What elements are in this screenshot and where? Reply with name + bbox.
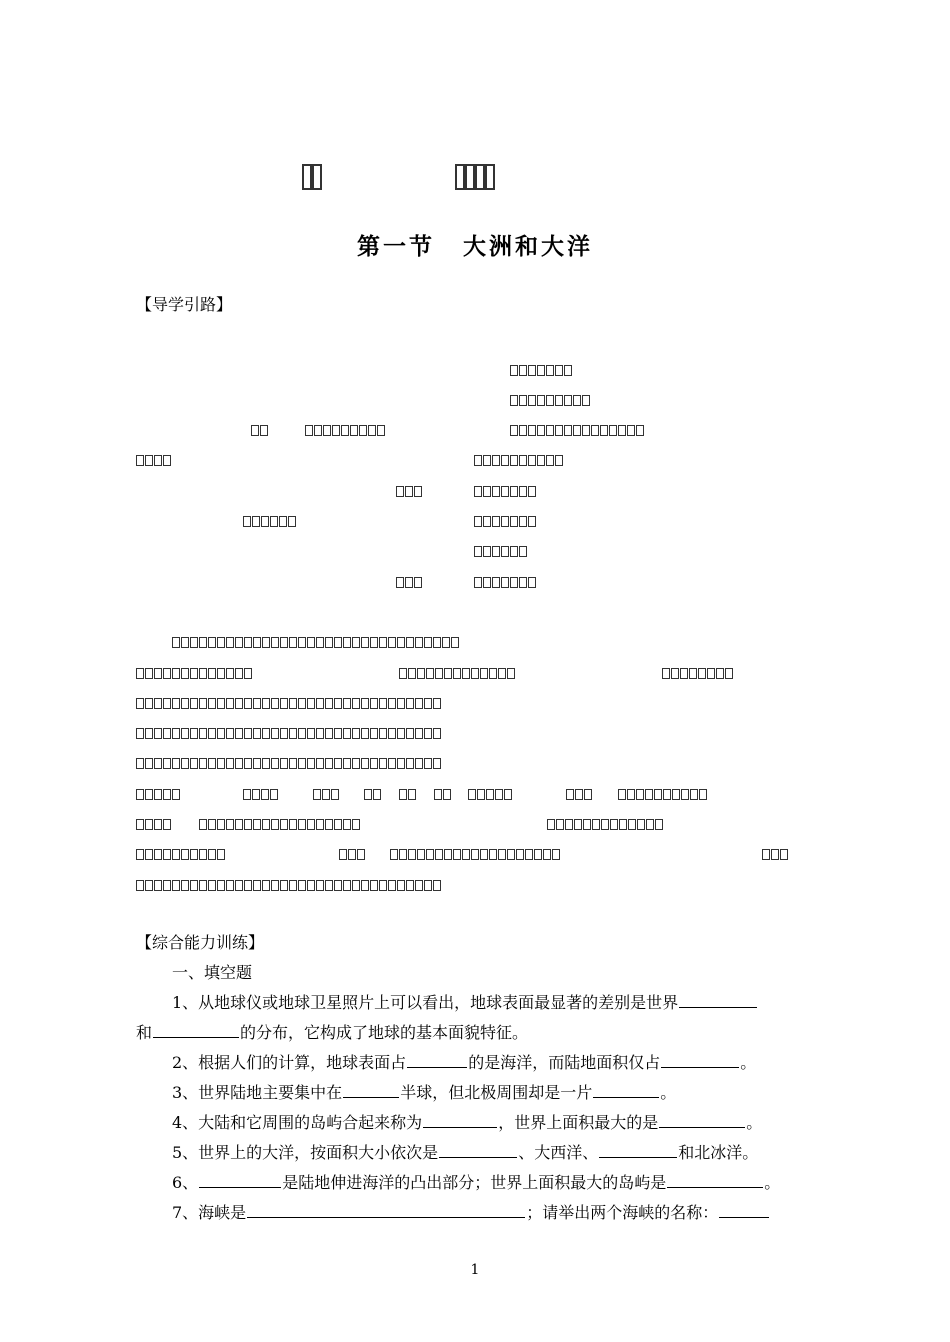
question-1-line-1: 1、从地球仪或地球卫星照片上可以看出，地球表面最显著的差别是世界 — [172, 991, 758, 1013]
answer-blank[interactable] — [599, 1141, 677, 1158]
chapter-mark-left — [302, 164, 322, 190]
answer-blank[interactable] — [199, 1171, 281, 1188]
fill-blank-heading: 一、填空题 — [172, 963, 253, 982]
answer-blank[interactable] — [407, 1051, 467, 1068]
page-number: 1 — [470, 1262, 480, 1278]
question-6: 6、 是陆地伸进海洋的凸出部分；世界上面积最大的岛屿是 。 — [172, 1173, 781, 1192]
training-heading: 【综合能力训练】 — [136, 933, 265, 952]
answer-blank[interactable] — [661, 1051, 739, 1068]
page-title: 第一节 大洲和大洋 — [357, 234, 593, 260]
question-5: 5、世界上的大洋，按面积大小依次是 、大西洋、 和北冰洋。 — [172, 1143, 759, 1162]
answer-blank[interactable] — [343, 1081, 399, 1098]
question-3: 3、世界陆地主要集中在 半球，但北极周围却是一片 。 — [172, 1083, 677, 1102]
guide-heading: 【导学引路】 — [136, 295, 233, 314]
question-1-line-2: 和 的分布，它构成了地球的基本面貌特征。 — [136, 1023, 529, 1042]
answer-blank[interactable] — [679, 991, 757, 1008]
question-4: 4、大陆和它周围的岛屿合起来称为 ，世界上面积最大的是 。 — [172, 1113, 763, 1132]
answer-blank[interactable] — [439, 1141, 517, 1158]
answer-blank[interactable] — [153, 1021, 239, 1038]
answer-blank[interactable] — [423, 1111, 497, 1128]
answer-blank[interactable] — [667, 1171, 763, 1188]
answer-blank[interactable] — [719, 1201, 769, 1218]
question-7: 7、海峡是 ；请举出两个海峡的名称： — [172, 1201, 770, 1223]
answer-blank[interactable] — [593, 1081, 659, 1098]
answer-blank[interactable] — [659, 1111, 745, 1128]
question-2: 2、根据人们的计算，地球表面占 的是海洋，而陆地面积仅占 。 — [172, 1053, 757, 1072]
chapter-mark-right — [455, 164, 495, 190]
answer-blank[interactable] — [247, 1201, 525, 1218]
